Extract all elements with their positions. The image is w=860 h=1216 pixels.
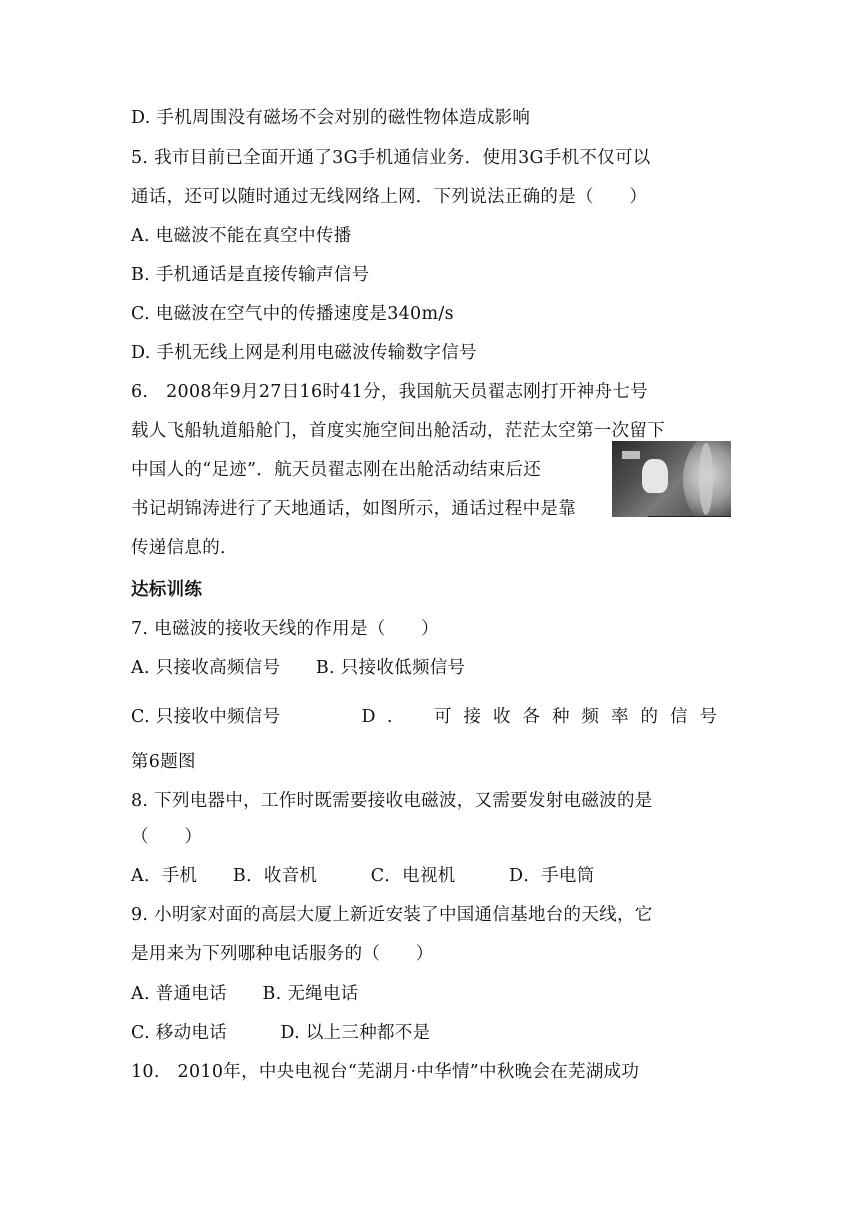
q8-stem-line2: （ ） — [131, 827, 203, 847]
q5-option-a: A. 电磁波不能在真空中传播 — [131, 226, 352, 246]
spacewalk-photo — [612, 441, 731, 517]
q8-options: A．手机 B．收音机 C．电视机 D．手电筒 — [131, 866, 595, 886]
q9-stem-line2: 是用来为下列哪种电话服务的（ ） — [131, 944, 434, 964]
q6-stem-line4: 书记胡锦涛进行了天地通话，如图所示，通话过程中是靠 — [131, 499, 576, 519]
answer-blank-line — [648, 516, 731, 517]
q9-options-cd: C. 移动电话 D. 以上三种都不是 — [131, 1023, 431, 1043]
q5-option-b: B. 手机通话是直接传输声信号 — [131, 265, 370, 285]
q5-option-d: D. 手机无线上网是利用电磁波传输数字信号 — [131, 343, 477, 363]
q5-stem-line2: 通话，还可以随时通过无线网络上网．下列说法正确的是（ ） — [131, 187, 648, 207]
flag-shape — [622, 451, 640, 459]
q10-stem-line1: 10. 2010年，中央电视台“芜湖月·中华情”中秋晚会在芜湖成功 — [131, 1062, 640, 1082]
spacecraft-hatch — [699, 443, 713, 515]
q4-option-d: D. 手机周围没有磁场不会对别的磁性物体造成影响 — [131, 108, 531, 128]
figure-caption: 第6题图 — [131, 752, 196, 772]
q7-option-d: D. 可接收各种频率的信号 — [361, 707, 729, 727]
q6-stem-line2: 载人飞船轨道船舱门，首度实施空间出舱活动，茫茫太空第一次留下 — [131, 421, 665, 441]
q7-options-cd — [131, 705, 729, 729]
q9-options-ab: A. 普通电话 B. 无绳电话 — [131, 984, 359, 1004]
q7-stem: 7. 电磁波的接收天线的作用是（ ） — [131, 619, 439, 639]
q8-stem-line1: 8. 下列电器中，工作时既需要接收电磁波，又需要发射电磁波的是 — [131, 791, 653, 811]
q6-stem-line3: 中国人的“足迹”．航天员翟志刚在出舱活动结束后还 — [131, 460, 542, 480]
q9-stem-line1: 9. 小明家对面的高层大厦上新近安装了中国通信基地台的天线，它 — [131, 905, 653, 925]
section-heading: 达标训练 — [131, 580, 203, 600]
q7-option-c: C. 只接收中频信号 — [131, 707, 281, 727]
q5-stem-line1: 5. 我市目前已全面开通了3G手机通信业务．使用3G手机不仅可以 — [131, 148, 651, 168]
q6-stem-line1: 6. 2008年9月27日16时41分，我国航天员翟志刚打开神舟七号 — [131, 382, 648, 402]
q5-option-c: C. 电磁波在空气中的传播速度是340m/s — [131, 304, 454, 324]
q7-options-ab: A. 只接收高频信号 B. 只接收低频信号 — [131, 658, 466, 678]
q6-stem-line5: 传递信息的． — [131, 538, 238, 558]
astronaut-figure — [642, 459, 668, 493]
